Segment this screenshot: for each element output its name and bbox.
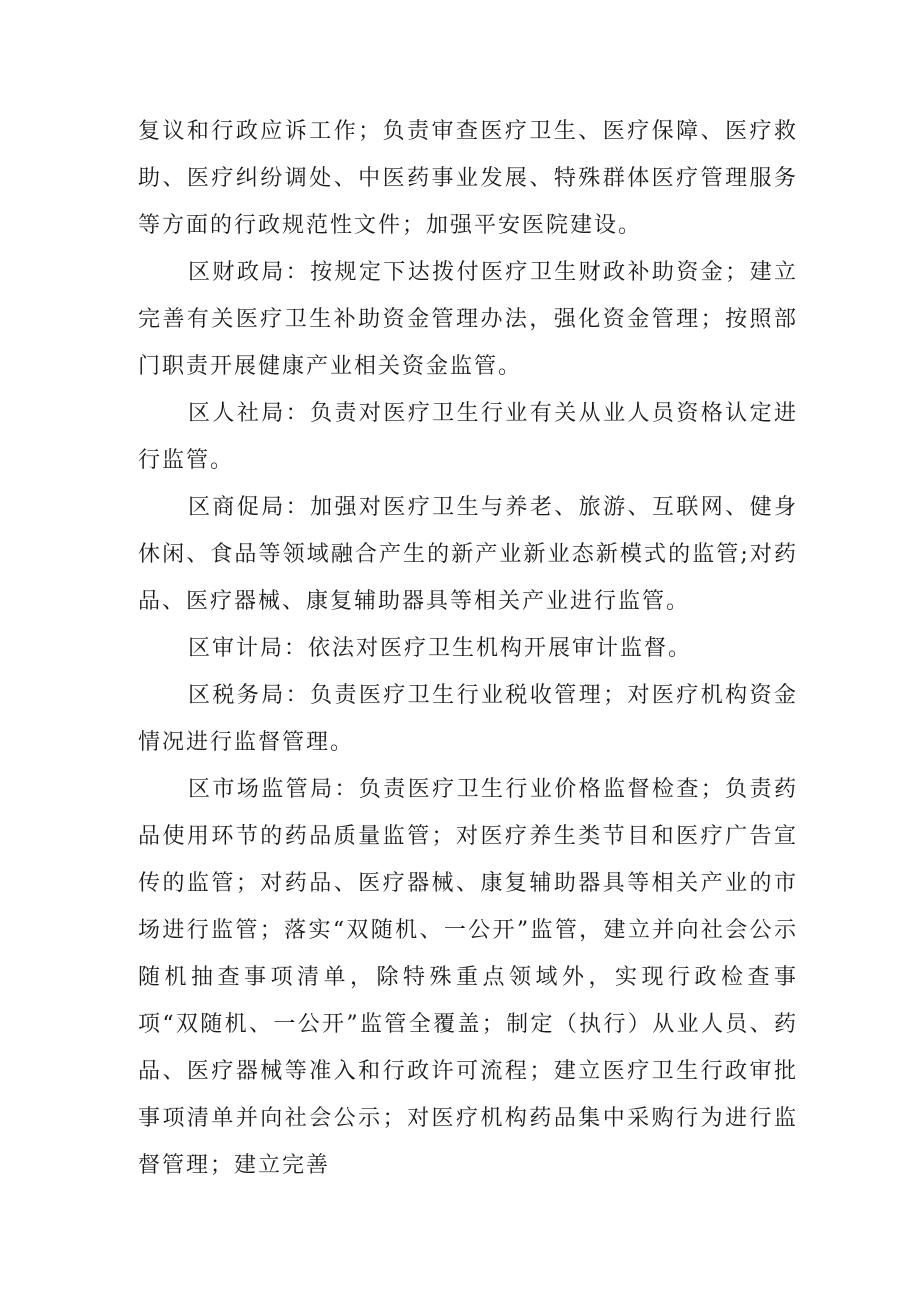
document-body [138, 108, 798, 1189]
paragraph-continuation: 复议和行政应诉工作；负责审查医疗卫生、医疗保障、医疗救助、医疗纠纷调处、中医药事业发展、特殊群体医疗管理服务等方面的行政规范性文件；加强平安医院建设。 [138, 119, 798, 238]
paragraph-finance-bureau: 区财政局：按规定下达拨付医疗卫生财政补助资金；建立完善有关医疗卫生补助资金管理办法，强化资金管理；按照部门职责开展健康产业相关资金监管。 [138, 260, 798, 379]
paragraph-audit-bureau: 区审计局：依法对医疗卫生机构开展审计监督。 [188, 636, 693, 661]
paragraph-hr-social-bureau: 区人社局：负责对医疗卫生行业有关从业人员资格认定进行监管。 [138, 401, 798, 473]
paragraph-tax-bureau: 区税务局：负责医疗卫生行业税收管理；对医疗机构资金情况进行监督管理。 [138, 683, 798, 755]
paragraph-commerce-bureau: 区商促局：加强对医疗卫生与养老、旅游、互联网、健身休闲、食品等领域融合产生的新产业新业态新模式的监管;对药品、医疗器械、康复辅助器具等相关产业进行监管。 [138, 495, 798, 614]
paragraph-market-regulation-bureau: 区市场监管局：负责医疗卫生行业价格监督检查；负责药品使用环节的药品质量监管；对医疗养生类节目和医疗广告宣传的监管；对药品、医疗器械、康复辅助器具等相关产业的市场进行监管；落实“双随机、一公开”监管，建立并向社会公示随机抽查事项清单，除特殊重点领域外，实现行政检查事项“双随机、一公开”监管全覆盖；制定（执行）从业人员、药品、医疗器械等准入和行政许可流程；建立医疗卫生行政审批事项清单并向社会公示；对医疗机构药品集中采购行为进行监督管理；建立完善 [138, 777, 798, 1178]
